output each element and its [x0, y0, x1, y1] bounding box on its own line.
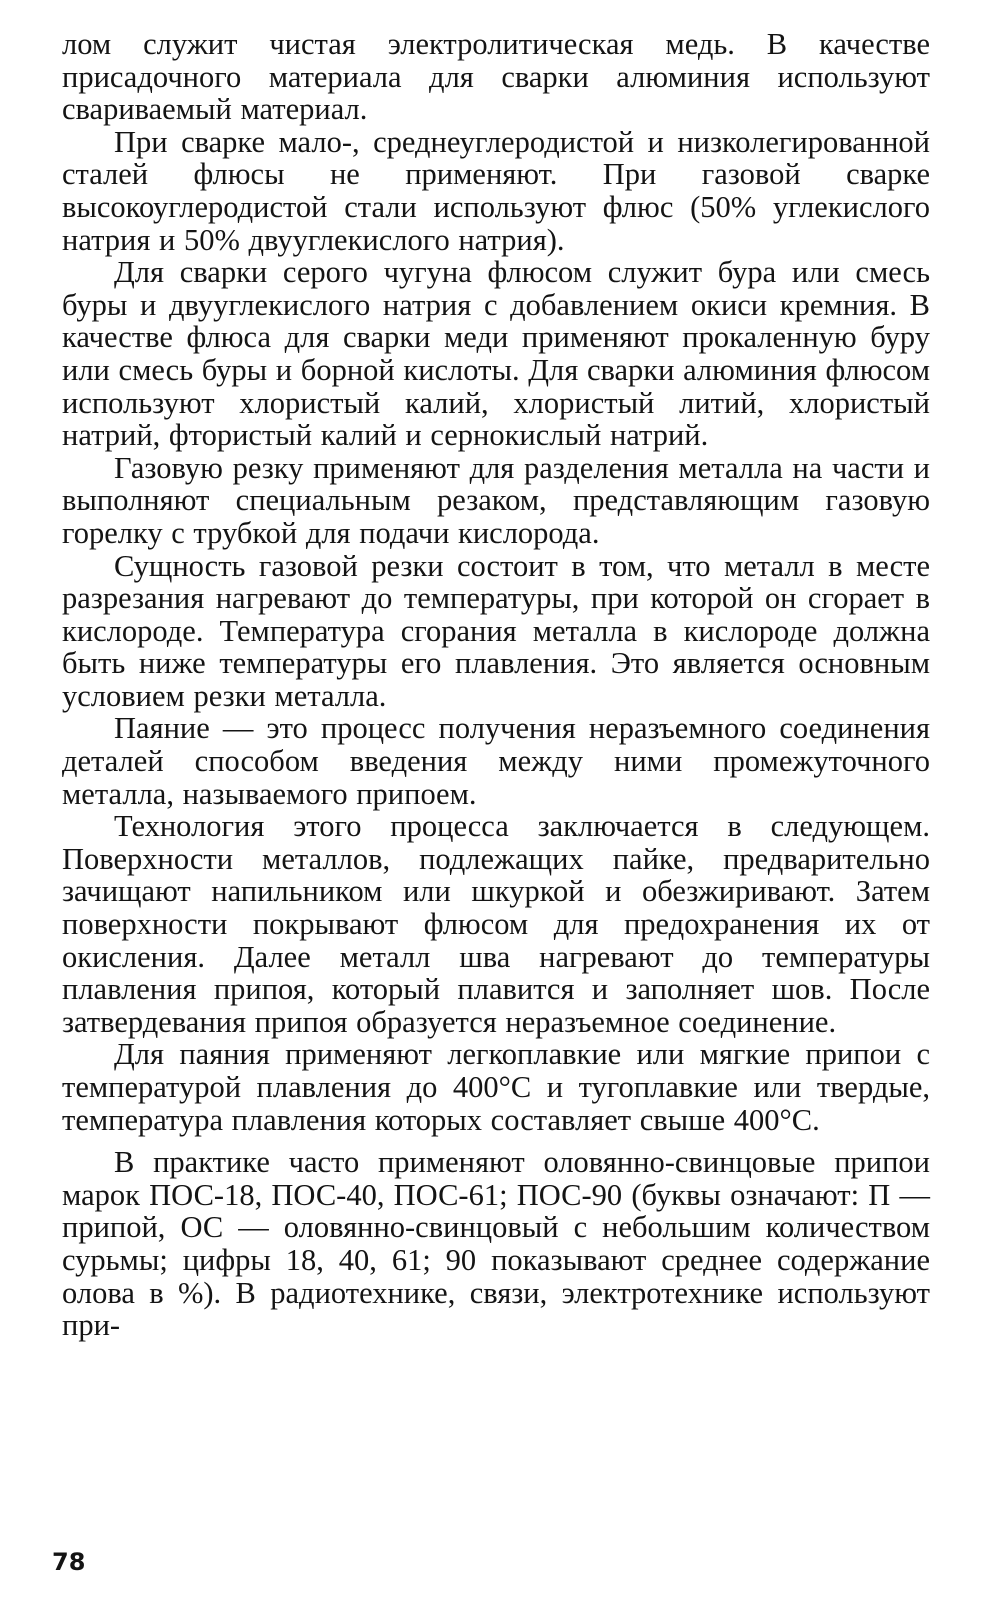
paragraph-fluxes-cast-iron: Для сварки серого чугуна флюсом служит бура или смесь буры и двууглекислого натрия с добавлением окиси кремния. В качестве флюса для сварки меди применяют прокаленную буру или смесь буры и борной кислоты. Для сварки алюминия флюсом используют хлористый калий, хлористый литий, хлористый натрий, фтористый калий и сернокислый натрий.	[62, 255, 930, 453]
paragraph-continued: лом служит чистая электролитическая медь. В качестве присадочного материала для сварки алюминия используют свариваемый материал.	[62, 27, 930, 127]
paragraph-solder-types: Для паяния применяют легкоплавкие или мягкие припои с температурой плавления до 400°С и тугоплавкие или твердые, температура плавления которых составляет свыше 400°С.	[62, 1037, 930, 1137]
paragraph-gas-cutting: Газовую резку применяют для разделения металла на части и выполняют специальным резаком, представляющим газовую горелку с трубкой для подачи кислорода.	[62, 450, 930, 550]
page-body	[62, 28, 930, 1342]
paragraph-cutting-essence: Сущность газовой резки состоит в том, что металл в месте разрезания нагревают до температуры, при которой он сгорает в кислороде. Температура сгорания металла в кислороде должна быть ниже температуры его плавления. Это является основным условием резки металла.	[62, 548, 930, 713]
paragraph-tin-lead-solders: В практике часто применяют оловянно-свинцовые припои марок ПОС-18, ПОС-40, ПОС-61; ПОС-90 (буквы означают: П — припой, ОС — оловянно-свинцовый с небольшим количеством сурьмы; цифры 18, 40, 61; 90 показывают среднее содержание олова в %). В радиотехнике, связи, электротехнике используют при-	[62, 1145, 930, 1343]
page-number: 78	[52, 1548, 86, 1576]
paragraph-soldering-technology: Технология этого процесса заключается в следующем. Поверхности металлов, подлежащих пайке, предварительно зачищают напильником или шкуркой и обезжиривают. Затем поверхности покрывают флюсом для предохранения их от окисления. Далее металл шва нагревают до температуры плавления припоя, который плавится и заполняет шов. После затвердевания припоя образуется неразъемное соединение.	[62, 809, 930, 1039]
paragraph-fluxes-steel: При сварке мало-, среднеуглеродистой и низколегированной сталей флюсы не применяют. При газовой сварке высокоуглеродистой стали используют флюс (50% углекислого натрия и 50% двууглекислого натрия).	[62, 124, 930, 257]
paragraph-soldering-definition: Паяние — это процесс получения неразъемного соединения деталей способом введения между ними промежуточного металла, называемого припоем.	[62, 711, 930, 811]
